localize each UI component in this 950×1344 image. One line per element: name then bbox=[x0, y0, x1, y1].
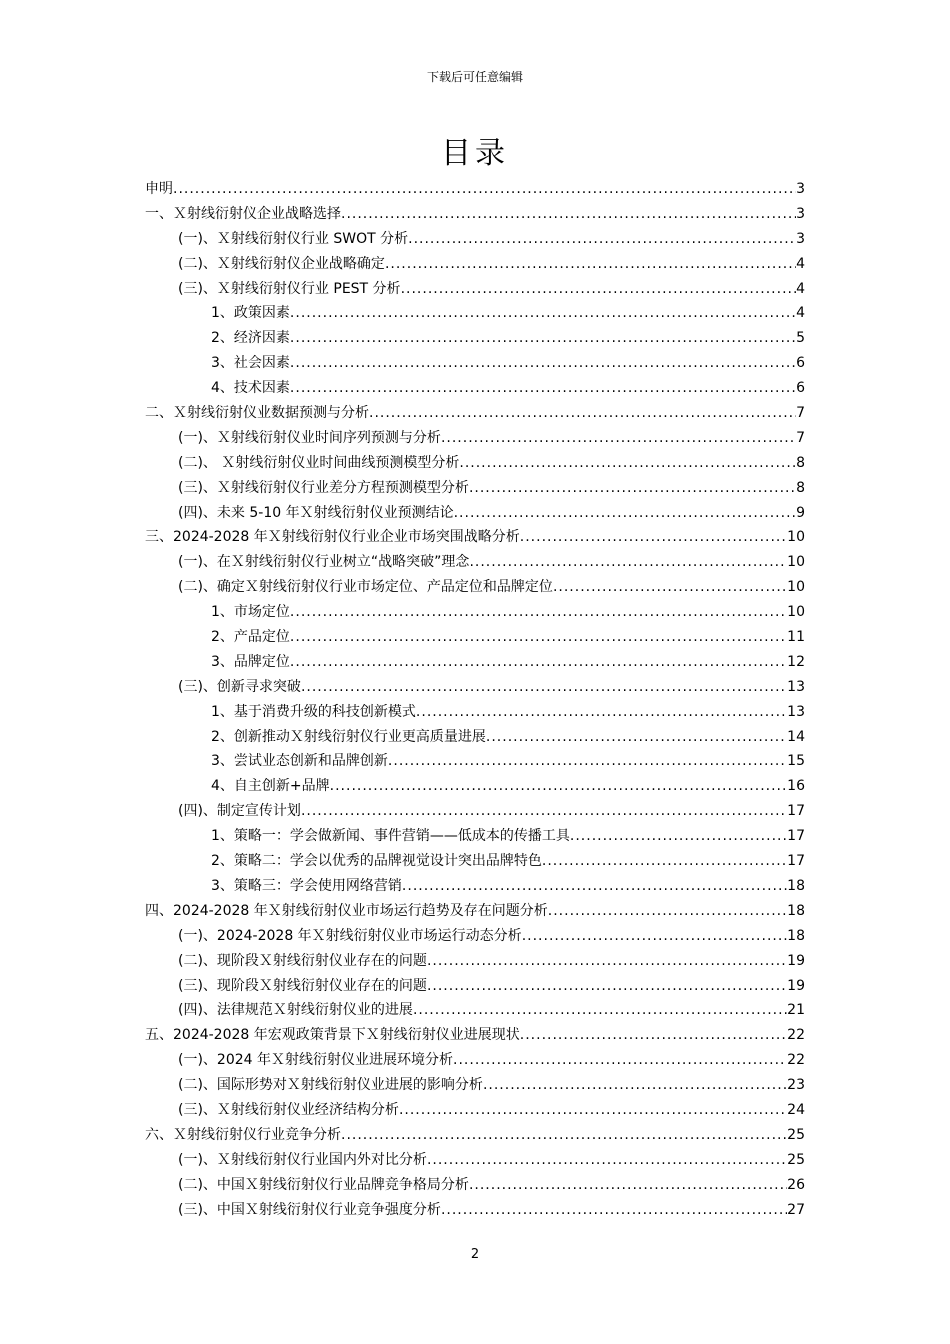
toc-entry-page: 3 bbox=[796, 181, 805, 197]
toc-entry-label: 3、策略三：学会使用网络营销 bbox=[211, 877, 402, 894]
toc-entry-page: 17 bbox=[787, 803, 805, 820]
toc-entry-label: (四)、制定宣传计划 bbox=[178, 803, 301, 820]
toc-dot-leader bbox=[290, 600, 787, 625]
toc-entry-page: 10 bbox=[787, 529, 805, 546]
toc-dot-leader bbox=[290, 301, 796, 326]
toc-entry-label: (一)、Ｘ射线衍射仪行业 SWOT 分析 bbox=[178, 230, 409, 247]
toc-entry[interactable] bbox=[145, 1148, 805, 1173]
toc-entry-label: (二)、现阶段Ｘ射线衍射仪业存在的问题 bbox=[178, 952, 427, 969]
table-of-contents bbox=[145, 177, 805, 1222]
toc-dot-leader bbox=[441, 1198, 787, 1223]
toc-entry-page: 18 bbox=[787, 927, 805, 944]
toc-entry[interactable] bbox=[145, 1048, 805, 1073]
toc-entry-label: (一)、Ｘ射线衍射仪业时间序列预测与分析 bbox=[178, 429, 441, 446]
toc-entry-page: 8 bbox=[796, 454, 805, 471]
toc-entry-label: (三)、创新寻求突破 bbox=[178, 678, 301, 695]
toc-entry[interactable] bbox=[145, 799, 805, 824]
toc-entry[interactable] bbox=[145, 426, 805, 451]
toc-entry-label: 2、策略二：学会以优秀的品牌视觉设计突出品牌特色 bbox=[211, 853, 542, 870]
toc-entry[interactable] bbox=[145, 924, 805, 949]
toc-entry-label: (三)、中国Ｘ射线衍射仪行业竞争强度分析 bbox=[178, 1201, 441, 1218]
toc-dot-leader bbox=[330, 774, 788, 799]
toc-entry[interactable] bbox=[145, 1123, 805, 1148]
toc-entry-page: 5 bbox=[796, 330, 805, 347]
toc-entry-label: (二)、Ｘ射线衍射仪企业战略确定 bbox=[178, 255, 385, 272]
toc-entry[interactable] bbox=[145, 1098, 805, 1123]
toc-dot-leader bbox=[399, 1098, 787, 1123]
toc-entry-page: 6 bbox=[796, 355, 805, 372]
toc-entry-label: 1、基于消费升级的科技创新模式 bbox=[211, 703, 416, 720]
toc-entry[interactable] bbox=[145, 1198, 805, 1223]
toc-entry-page: 12 bbox=[787, 653, 805, 670]
toc-entry-label: 1、策略一：学会做新闻、事件营销——低成本的传播工具 bbox=[211, 828, 570, 845]
toc-entry-page: 7 bbox=[796, 405, 805, 422]
page-number: 2 bbox=[470, 1247, 480, 1262]
toc-entry[interactable] bbox=[145, 550, 805, 575]
toc-dot-leader bbox=[427, 949, 787, 974]
toc-entry-page: 10 bbox=[787, 554, 805, 571]
toc-entry-label: (二)、中国Ｘ射线衍射仪行业品牌竞争格局分析 bbox=[178, 1176, 469, 1193]
toc-entry-label: (二)、确定Ｘ射线衍射仪行业市场定位、产品定位和品牌定位 bbox=[178, 579, 553, 596]
toc-entry-page: 25 bbox=[787, 1126, 805, 1143]
toc-dot-leader bbox=[290, 326, 796, 351]
toc-entry[interactable] bbox=[145, 949, 805, 974]
toc-entry[interactable] bbox=[145, 575, 805, 600]
toc-entry-page: 13 bbox=[787, 678, 805, 695]
page-header-note: 下载后可任意编辑 bbox=[426, 70, 523, 84]
toc-entry[interactable] bbox=[145, 1173, 805, 1198]
toc-entry-label: 2、产品定位 bbox=[211, 629, 290, 646]
toc-entry-page: 4 bbox=[796, 305, 805, 322]
toc-dot-leader bbox=[469, 1173, 787, 1198]
toc-entry-label: 申明 bbox=[145, 181, 173, 197]
toc-entry-page: 14 bbox=[787, 728, 805, 745]
toc-entry[interactable] bbox=[145, 749, 805, 774]
toc-entry-page: 3 bbox=[796, 230, 805, 247]
toc-entry-page: 15 bbox=[787, 753, 805, 770]
toc-entry-label: (二)、国际形势对Ｘ射线衍射仪业进展的影响分析 bbox=[178, 1077, 483, 1094]
toc-dot-leader bbox=[401, 277, 797, 302]
toc-dot-leader bbox=[402, 874, 787, 899]
toc-dot-leader bbox=[459, 451, 796, 476]
toc-entry-label: 六、Ｘ射线衍射仪行业竞争分析 bbox=[145, 1126, 341, 1143]
toc-entry-page: 19 bbox=[787, 977, 805, 994]
toc-entry-page: 10 bbox=[787, 579, 805, 596]
toc-dot-leader bbox=[553, 575, 787, 600]
page-title: 目录 bbox=[441, 136, 509, 171]
toc-entry-page: 11 bbox=[787, 629, 805, 646]
toc-dot-leader bbox=[427, 1148, 787, 1173]
toc-dot-leader bbox=[469, 476, 796, 501]
toc-entry-page: 4 bbox=[796, 280, 805, 297]
toc-entry[interactable] bbox=[145, 600, 805, 625]
toc-entry-label: (三)、Ｘ射线衍射仪行业差分方程预测模型分析 bbox=[178, 479, 469, 496]
toc-dot-leader bbox=[385, 252, 796, 277]
toc-dot-leader bbox=[408, 227, 796, 252]
toc-entry-label: 1、市场定位 bbox=[211, 604, 290, 621]
toc-entry[interactable] bbox=[145, 401, 805, 426]
toc-entry[interactable] bbox=[145, 326, 805, 351]
toc-dot-leader bbox=[542, 849, 787, 874]
toc-entry-label: 2、创新推动Ｘ射线衍射仪行业更高质量进展 bbox=[211, 728, 486, 745]
toc-entry[interactable] bbox=[145, 998, 805, 1023]
toc-entry-label: 2、经济因素 bbox=[211, 330, 290, 347]
toc-entry[interactable] bbox=[145, 849, 805, 874]
toc-entry-label: (三)、现阶段Ｘ射线衍射仪业存在的问题 bbox=[178, 977, 427, 994]
toc-entry-label: (一)、2024-2028 年Ｘ射线衍射仪业市场运行动态分析 bbox=[178, 927, 522, 944]
toc-dot-leader bbox=[469, 550, 787, 575]
toc-entry-label: 一、Ｘ射线衍射仪企业战略选择 bbox=[145, 205, 341, 222]
toc-entry[interactable] bbox=[145, 650, 805, 675]
toc-entry-page: 8 bbox=[796, 479, 805, 496]
toc-entry-page: 9 bbox=[796, 504, 805, 521]
toc-dot-leader bbox=[388, 749, 787, 774]
toc-entry[interactable] bbox=[145, 700, 805, 725]
toc-dot-leader bbox=[301, 799, 787, 824]
toc-entry[interactable] bbox=[145, 227, 805, 252]
toc-dot-leader bbox=[369, 401, 796, 426]
toc-dot-leader bbox=[290, 625, 787, 650]
toc-entry-page: 22 bbox=[787, 1027, 805, 1044]
toc-entry-label: 1、政策因素 bbox=[211, 305, 290, 322]
toc-entry-page: 25 bbox=[787, 1151, 805, 1168]
toc-entry-page: 17 bbox=[787, 828, 805, 845]
toc-entry[interactable] bbox=[145, 824, 805, 849]
toc-entry-label: 二、Ｘ射线衍射仪业数据预测与分析 bbox=[145, 405, 369, 422]
toc-entry[interactable] bbox=[145, 625, 805, 650]
toc-entry[interactable] bbox=[145, 252, 805, 277]
toc-dot-leader bbox=[341, 202, 796, 227]
toc-dot-leader bbox=[570, 824, 787, 849]
toc-entry-label: 五、2024-2028 年宏观政策背景下Ｘ射线衍射仪业进展现状 bbox=[145, 1027, 520, 1044]
toc-entry-page: 10 bbox=[787, 604, 805, 621]
toc-entry-page: 24 bbox=[787, 1101, 805, 1118]
toc-entry[interactable] bbox=[145, 177, 805, 202]
toc-entry-page: 17 bbox=[787, 853, 805, 870]
toc-dot-leader bbox=[290, 650, 787, 675]
toc-dot-leader bbox=[486, 725, 787, 750]
toc-entry-page: 18 bbox=[787, 902, 805, 919]
toc-dot-leader bbox=[413, 998, 787, 1023]
toc-entry[interactable] bbox=[145, 277, 805, 302]
toc-entry[interactable] bbox=[145, 501, 805, 526]
toc-entry-page: 23 bbox=[787, 1077, 805, 1094]
toc-entry-page: 26 bbox=[787, 1176, 805, 1193]
toc-dot-leader bbox=[548, 899, 787, 924]
toc-entry-page: 21 bbox=[787, 1002, 805, 1019]
toc-entry[interactable] bbox=[145, 451, 805, 476]
toc-entry-label: (三)、Ｘ射线衍射仪业经济结构分析 bbox=[178, 1101, 399, 1118]
toc-entry-label: 3、尝试业态创新和品牌创新 bbox=[211, 753, 388, 770]
toc-entry-label: (二)、 Ｘ射线衍射仪业时间曲线预测模型分析 bbox=[178, 454, 460, 471]
toc-entry-page: 22 bbox=[787, 1052, 805, 1069]
toc-entry-page: 6 bbox=[796, 380, 805, 397]
toc-dot-leader bbox=[290, 351, 796, 376]
toc-entry[interactable] bbox=[145, 525, 805, 550]
toc-entry-label: (一)、Ｘ射线衍射仪行业国内外对比分析 bbox=[178, 1151, 427, 1168]
toc-entry-page: 16 bbox=[787, 778, 805, 795]
toc-entry[interactable] bbox=[145, 476, 805, 501]
toc-entry-label: 三、2024-2028 年Ｘ射线衍射仪行业企业市场突围战略分析 bbox=[145, 529, 520, 546]
toc-entry[interactable] bbox=[145, 974, 805, 999]
toc-entry-label: 3、社会因素 bbox=[211, 355, 290, 372]
toc-dot-leader bbox=[522, 924, 787, 949]
toc-entry-label: (四)、未来 5-10 年Ｘ射线衍射仪业预测结论 bbox=[178, 504, 454, 521]
toc-dot-leader bbox=[416, 700, 787, 725]
toc-entry-page: 3 bbox=[796, 205, 805, 222]
toc-entry-page: 4 bbox=[796, 255, 805, 272]
toc-entry-label: 4、技术因素 bbox=[211, 380, 290, 397]
toc-dot-leader bbox=[520, 1023, 787, 1048]
toc-dot-leader bbox=[341, 1123, 787, 1148]
toc-entry-label: (一)、在Ｘ射线衍射仪行业树立“战略突破”理念 bbox=[178, 554, 470, 571]
toc-entry-page: 18 bbox=[787, 877, 805, 894]
toc-dot-leader bbox=[441, 426, 796, 451]
toc-entry-page: 27 bbox=[787, 1201, 805, 1218]
toc-dot-leader bbox=[290, 376, 796, 401]
toc-entry-label: 四、2024-2028 年Ｘ射线衍射仪业市场运行趋势及存在问题分析 bbox=[145, 902, 548, 919]
toc-entry[interactable] bbox=[145, 376, 805, 401]
toc-entry[interactable] bbox=[145, 1023, 805, 1048]
toc-dot-leader bbox=[301, 675, 787, 700]
toc-entry[interactable] bbox=[145, 301, 805, 326]
toc-dot-leader bbox=[520, 525, 787, 550]
toc-dot-leader bbox=[453, 1048, 787, 1073]
toc-entry-label: 3、品牌定位 bbox=[211, 653, 290, 670]
toc-entry[interactable] bbox=[145, 351, 805, 376]
toc-entry-page: 7 bbox=[796, 429, 805, 446]
toc-dot-leader bbox=[483, 1073, 787, 1098]
toc-entry-page: 19 bbox=[787, 952, 805, 969]
toc-entry-page: 13 bbox=[787, 703, 805, 720]
toc-entry[interactable] bbox=[145, 725, 805, 750]
toc-entry[interactable] bbox=[145, 675, 805, 700]
toc-dot-leader bbox=[173, 177, 796, 202]
toc-entry-label: (一)、2024 年Ｘ射线衍射仪业进展环境分析 bbox=[178, 1052, 454, 1069]
toc-entry[interactable] bbox=[145, 202, 805, 227]
toc-entry-label: (三)、Ｘ射线衍射仪行业 PEST 分析 bbox=[178, 280, 401, 297]
toc-entry[interactable] bbox=[145, 774, 805, 799]
toc-entry[interactable] bbox=[145, 1073, 805, 1098]
toc-dot-leader bbox=[427, 974, 787, 999]
toc-dot-leader bbox=[454, 501, 796, 526]
toc-entry[interactable] bbox=[145, 874, 805, 899]
toc-entry-label: 4、自主创新+品牌 bbox=[211, 778, 330, 795]
toc-entry[interactable] bbox=[145, 899, 805, 924]
toc-entry-label: (四)、法律规范Ｘ射线衍射仪业的进展 bbox=[178, 1002, 413, 1019]
